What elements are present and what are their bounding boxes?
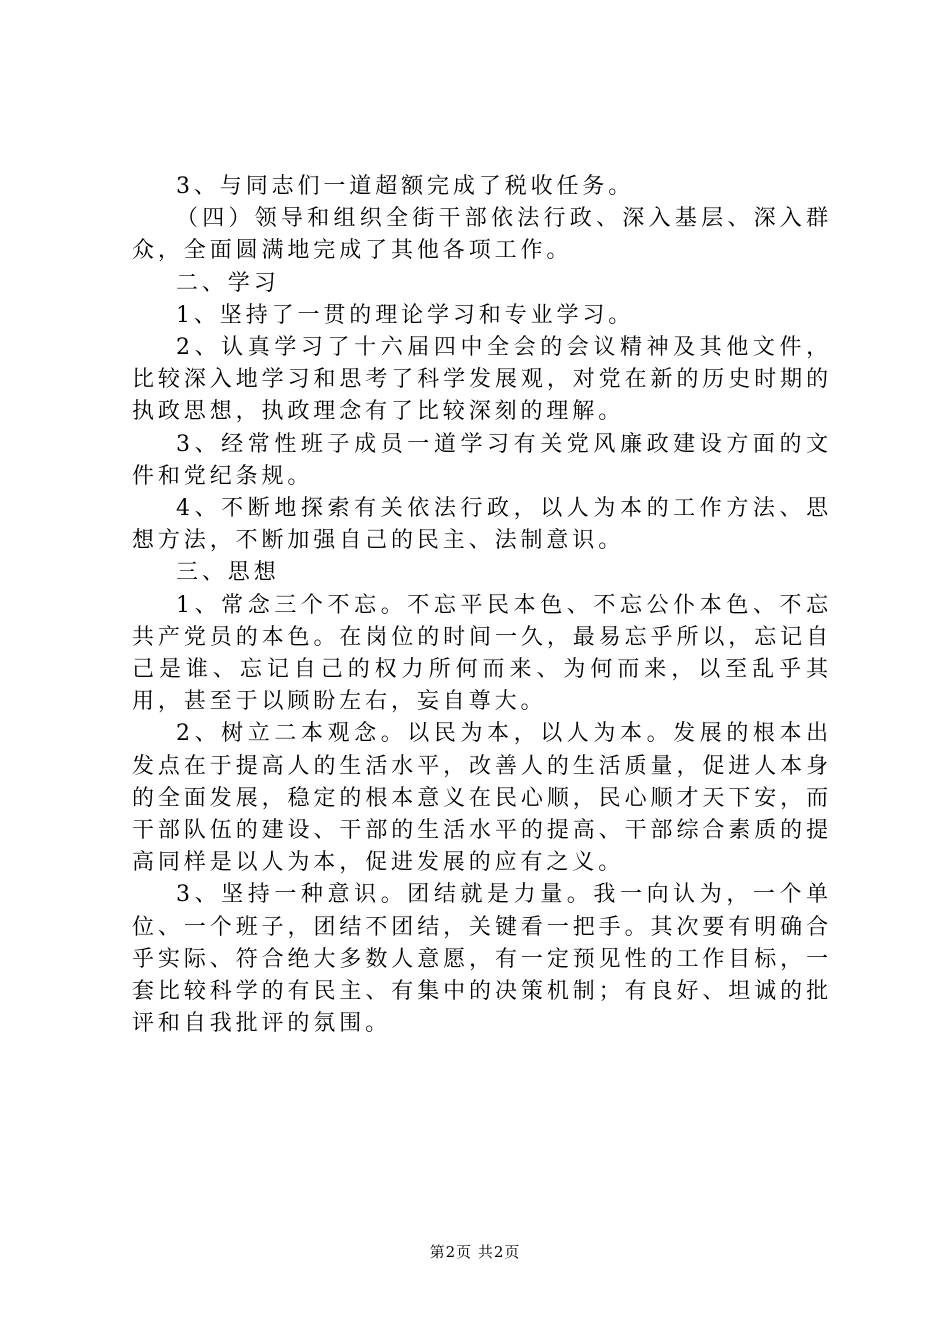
paragraph-thought-1: 1、常念三个不忘。不忘平民本色、不忘公仆本色、不忘共产党员的本色。在岗位的时间一久，最易忘乎所以，忘记自己是谁、忘记自己的权力所何而来、为何而来，以至乱乎其用，甚至于以顾盼左右，妄自尊大。 (132, 592, 832, 715)
section-heading-thought: 三、思想 (176, 560, 280, 586)
paragraph-study-3: 3、经常性班子成员一道学习有关党风廉政建设方面的文件和党纪条规。 (132, 431, 832, 489)
paragraph-lead-work: （四）领导和组织全街干部依法行政、深入基层、深入群众，全面圆满地完成了其他各项工作。 (132, 206, 832, 264)
section-heading-study: 二、学习 (176, 270, 280, 296)
paragraph-study-1: 1、坚持了一贯的理论学习和专业学习。 (176, 302, 635, 328)
document-body (132, 171, 832, 1040)
page-number-footer: 第2页 共2页 (429, 1243, 521, 1261)
paragraph-tax-task: 3、与同志们一道超额完成了税收任务。 (176, 174, 635, 199)
paragraph-study-2: 2、认真学习了十六届四中全会的会议精神及其他文件，比较深入地学习和思考了科学发展观，对党在新的历史时期的执政思想，执政理念有了比较深刻的理解。 (132, 335, 832, 425)
paragraph-study-4: 4、不断地探索有关依法行政，以人为本的工作方法、思想方法，不断加强自己的民主、法制意识。 (132, 496, 832, 554)
paragraph-thought-3: 3、坚持一种意识。团结就是力量。我一向认为，一个单位、一个班子，团结不团结，关键看一把手。其次要有明确合乎实际、符合绝大多数人意愿，有一定预见性的工作目标，一套比较科学的有民主、有集中的决策机制；有良好、坦诚的批评和自我批评的氛围。 (132, 882, 832, 1037)
paragraph-thought-2: 2、树立二本观念。以民为本，以人为本。发展的根本出发点在于提高人的生活水平，改善人的生活质量，促进人本身的全面发展，稳定的根本意义在民心顺，民心顺才天下安，而干部队伍的建设、干部的生活水平的提高、干部综合素质的提高同样是以人为本，促进发展的应有之义。 (132, 721, 832, 876)
